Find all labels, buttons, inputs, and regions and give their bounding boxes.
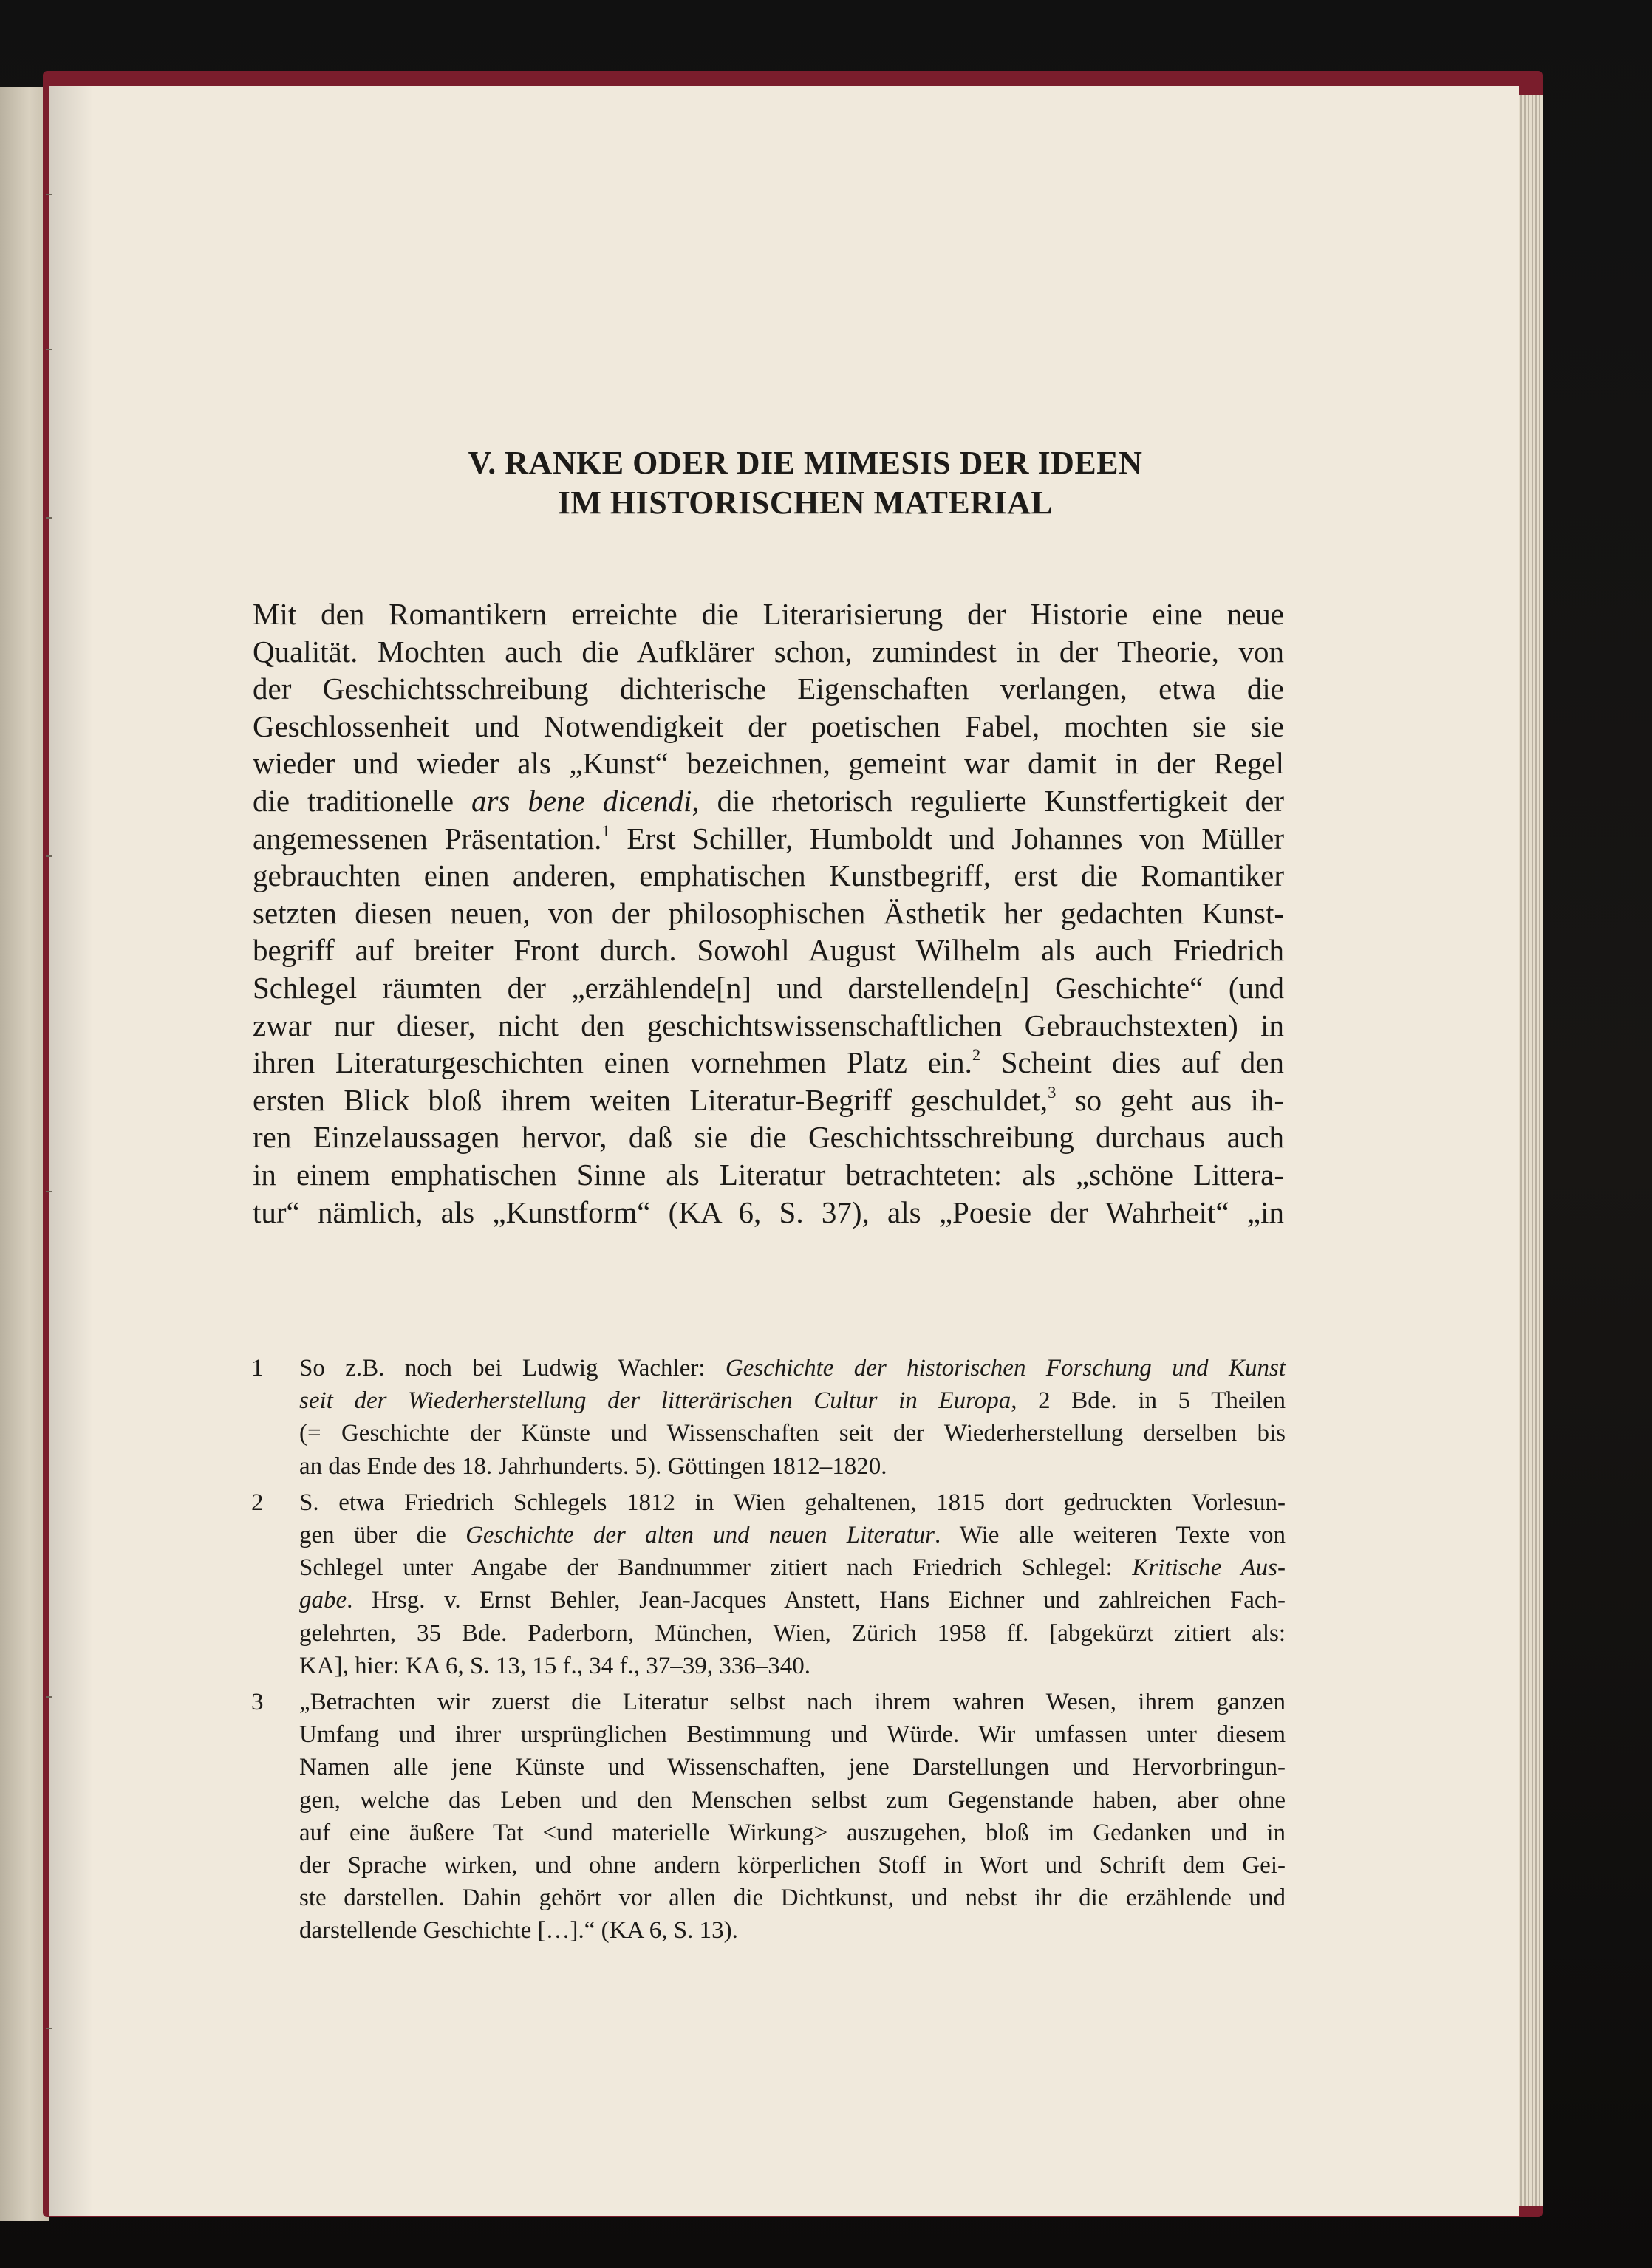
footnote-line: gelehrten, 35 Bde. Paderborn, München, Wien, Zürich 1958 ff. [abgekürzt zitiert als: xyxy=(299,1619,1286,1647)
text-line: Qualität. Mochten auch die Aufklärer schon, zumindest in der Theorie, von xyxy=(253,634,1284,669)
footnote-line: KA], hier: KA 6, S. 13, 15 f., 34 f., 37–39, 336–340. xyxy=(299,1652,811,1679)
margin-mark xyxy=(46,855,52,857)
text-run: , 2 Bde. in 5 Theilen xyxy=(1011,1387,1286,1415)
footnote-line xyxy=(299,1352,1286,1384)
chapter-title-line: IM HISTORISCHEN MATERIAL xyxy=(557,485,1054,521)
text-line xyxy=(253,1082,1284,1119)
text-run: die traditionelle xyxy=(253,783,472,818)
text-run-italic: seit der Wiederherstellung der litterärischen Cultur in Europa xyxy=(299,1387,1011,1415)
body-text xyxy=(253,595,1284,1231)
margin-mark xyxy=(46,349,52,350)
footnote-line xyxy=(299,1584,1286,1616)
footnote-number: 1 xyxy=(251,1355,264,1381)
text-line: begriff auf breiter Front durch. Sowohl August Wilhelm als auch Friedrich xyxy=(253,933,1284,968)
footnote-line: „Betrachten wir zuerst die Literatur selbst nach ihrem wahren Wesen, ihrem ganzen xyxy=(299,1689,1286,1716)
footnote xyxy=(251,1486,1286,1682)
text-run: So z.B. noch bei Ludwig Wachler: xyxy=(299,1355,726,1381)
footnote-line: (= Geschichte der Künste und Wissenschaften seit der Wiederherstellung derselben bis xyxy=(299,1420,1286,1447)
text-line xyxy=(253,782,1284,820)
text-line: tur“ nämlich, als „Kunstform“ (KA 6, S. 37), als „Poesie der Wahrheit“ „in xyxy=(253,1195,1284,1229)
text-line xyxy=(253,1044,1284,1082)
margin-mark xyxy=(46,194,52,195)
text-run: . Wie alle weiteren Texte von xyxy=(934,1522,1286,1549)
text-line: gebrauchten einen anderen, emphatischen Kunstbegriff, erst die Romantiker xyxy=(253,858,1284,893)
footnote xyxy=(251,1686,1286,1947)
margin-mark xyxy=(46,1696,52,1698)
text-run-italic: ars bene dicendi xyxy=(471,783,692,818)
facing-page-edge xyxy=(0,87,49,2221)
text-run-italic: gabe xyxy=(299,1587,347,1614)
footnote-line xyxy=(299,1551,1286,1584)
footnote-line: an das Ende des 18. Jahrhunderts. 5). Göttingen 1812–1820. xyxy=(299,1452,887,1480)
page-gutter-shadow xyxy=(49,86,93,2216)
text-run-italic: Geschichte der alten und neuen Literatur xyxy=(465,1522,935,1549)
margin-mark xyxy=(46,1191,52,1192)
footnote-line: gen, welche das Leben und den Menschen selbst zum Gegenstande haben, aber ohne xyxy=(299,1786,1286,1814)
footnote-line: der Sprache wirken, und ohne andern körperlichen Stoff in Wort und Schrift dem Gei- xyxy=(299,1852,1286,1879)
text-line: der Geschichtsschreibung dichterische Eigenschaften verlangen, etwa die xyxy=(253,672,1284,706)
footnote-line: ste darstellen. Dahin gehört vor allen die Dichtkunst, und nebst ihr die erzählende und xyxy=(299,1885,1286,1912)
text-run: Erst Schiller, Humboldt und Johannes von Müller xyxy=(610,821,1285,855)
footnote-line xyxy=(299,1384,1286,1417)
text-line: Mit den Romantikern erreichte die Literarisierung der Historie eine neue xyxy=(253,597,1284,631)
margin-mark xyxy=(46,2028,52,2029)
text-run: Schlegel unter Angabe der Bandnummer zitiert nach Friedrich Schlegel: xyxy=(299,1554,1133,1582)
chapter-title xyxy=(251,443,1359,523)
text-run: angemessenen Präsentation. xyxy=(253,821,602,855)
text-run: ihren Literaturgeschichten einen vornehmen Platz ein. xyxy=(253,1045,972,1080)
text-run: gen über die xyxy=(299,1522,466,1549)
text-line: zwar nur dieser, nicht den geschichtswissenschaftlichen Gebrauchstexten) in xyxy=(253,1008,1284,1042)
footnote-line: Umfang und ihrer ursprünglichen Bestimmung und Würde. Wir umfassen unter diesem xyxy=(299,1721,1286,1749)
text-line: Geschlossenheit und Notwendigkeit der poetischen Fabel, mochten sie sie xyxy=(253,708,1284,743)
text-line: ren Einzelaussagen hervor, daß sie die Geschichtsschreibung durchaus auch xyxy=(253,1120,1284,1155)
footnote-line: S. etwa Friedrich Schlegels 1812 in Wien gehaltenen, 1815 dort gedruckten Vorlesun- xyxy=(299,1489,1286,1516)
text-run-italic: Kritische Aus- xyxy=(1132,1554,1286,1582)
text-run: ersten Blick bloß ihrem weiten Literatur-Begriff geschuldet, xyxy=(253,1082,1048,1117)
footnote-line: Namen alle jene Künste und Wissenschaften, jene Darstellungen und Hervorbringun- xyxy=(299,1754,1286,1781)
margin-mark xyxy=(46,517,52,519)
text-run-italic: Geschichte der historischen Forschung und Kunst xyxy=(725,1355,1286,1381)
text-run: , die rhetorisch regulierte Kunstfertigkeit der xyxy=(692,783,1284,818)
footnote-ref[interactable]: 3 xyxy=(1048,1082,1057,1101)
footnote-line: auf eine äußere Tat <und materielle Wirkung> auszugehen, bloß im Gedanken und in xyxy=(299,1819,1286,1846)
chapter-title-line: V. RANKE ODER DIE MIMESIS DER IDEEN xyxy=(468,445,1143,481)
footnote xyxy=(251,1352,1286,1483)
text-line: Schlegel räumten der „erzählende[n] und darstellende[n] Geschichte“ (und xyxy=(253,970,1284,1005)
text-line: wieder und wieder als „Kunst“ bezeichnen, gemeint war damit in der Regel xyxy=(253,746,1284,781)
footnote-line xyxy=(299,1519,1286,1551)
text-run: Scheint dies auf den xyxy=(980,1045,1284,1080)
footnote-line: darstellende Geschichte […].“ (KA 6, S. 13). xyxy=(299,1917,738,1944)
text-line: setzten diesen neuen, von der philosophischen Ästhetik her gedachten Kunst- xyxy=(253,895,1284,930)
text-line xyxy=(253,820,1284,858)
footnote-ref[interactable]: 1 xyxy=(601,821,610,840)
text-run: so geht aus ih- xyxy=(1056,1082,1284,1117)
footnote-number: 3 xyxy=(251,1689,264,1716)
text-line: in einem emphatischen Sinne als Literatur betrachteten: als „schöne Littera- xyxy=(253,1157,1284,1192)
text-run: . Hrsg. v. Ernst Behler, Jean-Jacques Anstett, Hans Eichner und zahlreichen Fach- xyxy=(347,1587,1286,1614)
footnote-number: 2 xyxy=(251,1489,264,1516)
footnotes xyxy=(251,1352,1286,1951)
footnote-ref[interactable]: 2 xyxy=(972,1045,981,1065)
